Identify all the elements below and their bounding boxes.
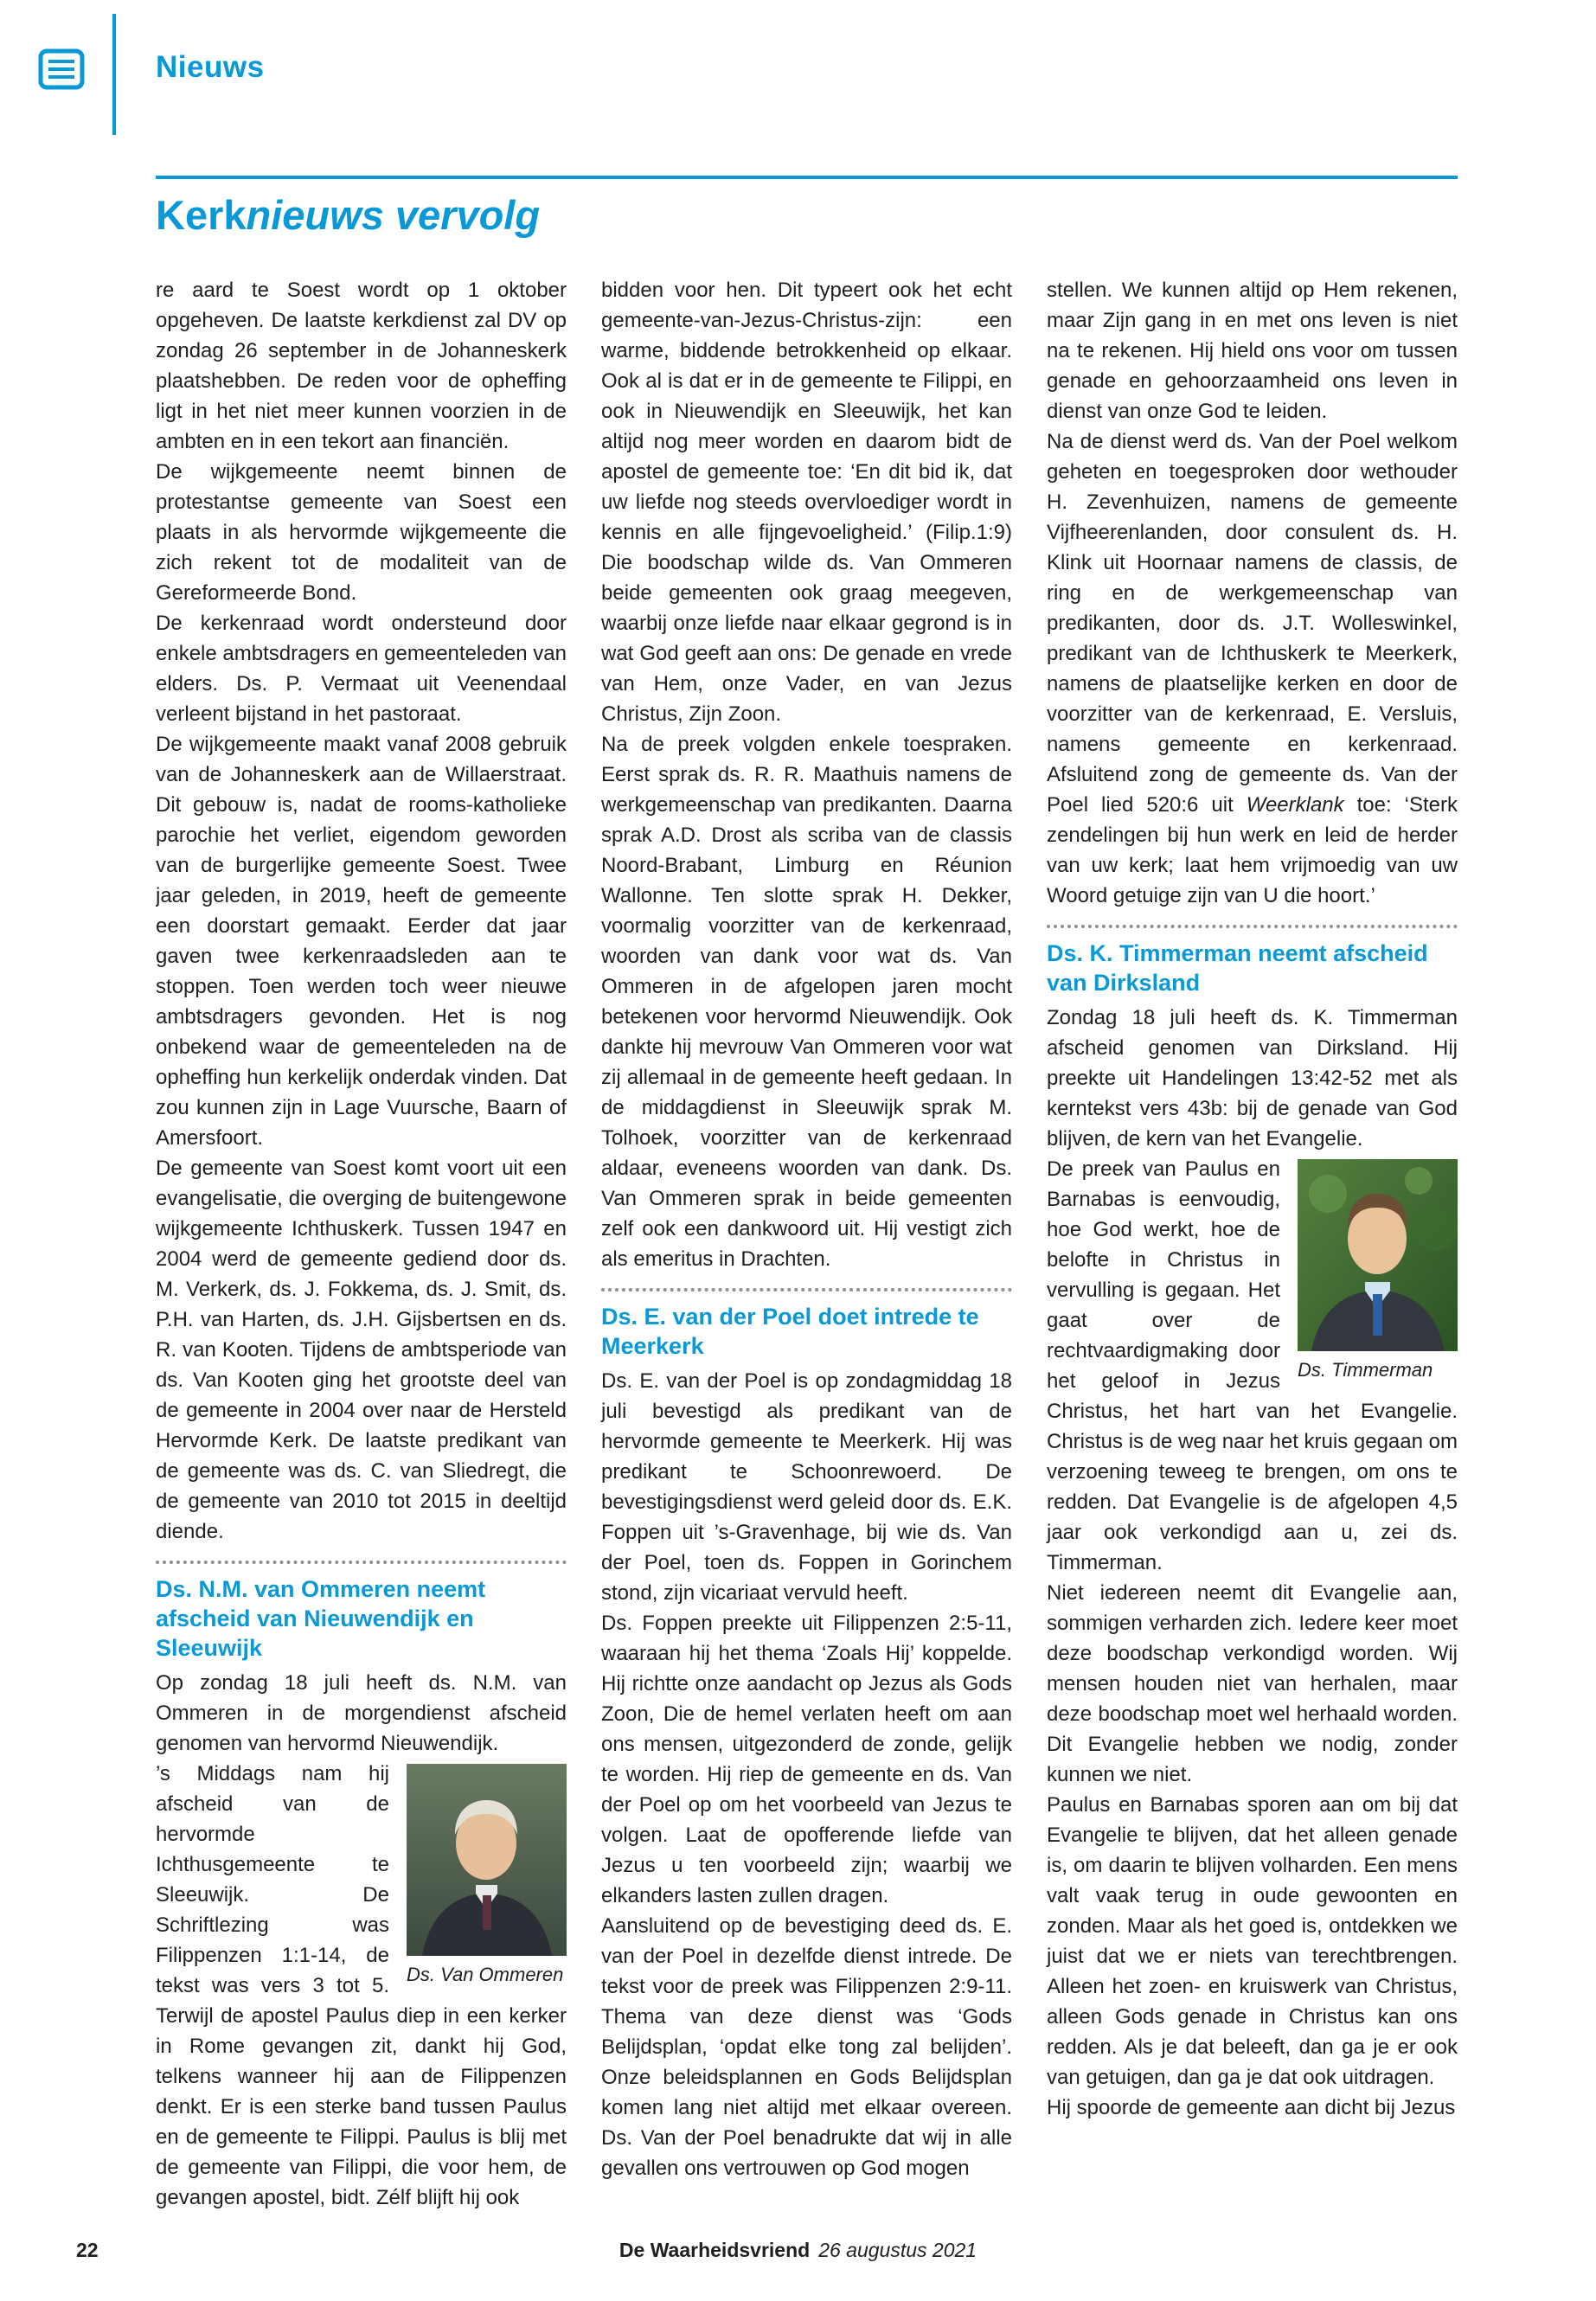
page-number: 22 — [76, 2239, 99, 2261]
paragraph: De kerkenraad wordt ondersteund door enkele ambtsdragers en gemeenteleden van elders. Ds. P. Vermaat uit Veenendaal verleent bijstand in het pastoraat. — [156, 612, 567, 726]
page-footer — [0, 2239, 1596, 2273]
paragraph-text: toe: ‘Sterk zendelingen bij hun werk en leid de herder van uw kerk; laat hem vrijmoedig van uw Woord getuige zijn van U die hoort.’ — [1047, 793, 1458, 907]
photo-caption-timmerman: Ds. Timmerman — [1298, 1359, 1433, 1381]
paragraph: bidden voor hen. Dit typeert ook het echt gemeente-van-Jezus-Christus-zijn: een warme, biddende betrokkenheid op elkaar. Ook al is dat er in de gemeente te Filippi, en ook in Nieuwendijk en Sleeuwijk, het kan altijd nog meer worden en daarom bidt de apostel de gemeente toe: ‘En dit bid ik, dat uw liefde nog steeds overvloediger wordt in kennis en alle fijngevoeligheid.’ (Filip.1:9) Die boodschap wilde ds. Van Ommeren beide gemeenten ook graag meegeven, waarbij onze liefde naar elkaar gegrond is in wat God geeft aan ons: De genade en vrede van Hem, onze Vader, en van Jezus Christus, Zijn Zoon. — [601, 279, 1012, 726]
dotted-divider — [601, 1288, 1012, 1292]
article-heading-van-der-poel: Ds. E. van der Poel doet intrede te Meerkerk — [601, 1304, 979, 1359]
paragraph: Niet iedereen neemt dit Evangelie aan, sommigen verharden zich. Iedere keer moet deze boodschap verkondigd worden. Wij mensen houden niet van herhalen, maar deze boodschap moet wel herhaald worden. Dit Evangelie hebben we nodig, zonder kunnen we niet. — [1047, 1581, 1458, 1786]
article-body — [156, 275, 1458, 2223]
paragraph: Paulus en Barnabas sporen aan om bij dat Evangelie te blijven, dat het alleen genade is, om daarin te blijven volharden. Een mens valt vaak terug in oude gewoonten en zonden. Maar als het goed is, ontdekken we juist dat we er niets van terechtbrengen. Alleen het zoen- en kruiswerk van Christus, alleen Gods genade in Christus kan ons redden. Als je dat beleeft, dan ga je er ook van getuigen, dan ga je dat ook uitdragen. — [1047, 1793, 1458, 2089]
paragraph: ’s Middags nam hij afscheid van de hervormde Ichthusgemeente te Sleeuwijk. De Schriftlezing was Filippenzen 1:1-14, de tekst was vers 3 tot 5. Terwijl de apostel Paulus diep in een kerker in Rome gevangen zit, dankt hij God, telkens wanneer hij aan de Filippenzen denkt. Er is een sterke band tussen Paulus en de gemeente te Filippi. Paulus is blij met de gemeente van Filippi, die voor hem, de gevangen apostel, bidt. Zélf blijft hij ook — [156, 1762, 567, 2209]
paragraph-with-photo — [156, 1759, 567, 2213]
issue-date: 26 augustus 2021 — [818, 2239, 977, 2261]
paragraph: stellen. We kunnen altijd op Hem rekenen, maar Zijn gang in en met ons leven is niet na te rekenen. Hij hield ons voor om tussen genade en gehoorzaamheid ons leven in dienst van onze God te leiden. — [1047, 279, 1458, 423]
article-heading-van-ommeren: Ds. N.M. van Ommeren neemt afscheid van Nieuwendijk en Sleeuwijk — [156, 1576, 486, 1661]
column-3 — [1047, 275, 1458, 2223]
paragraph: De gemeente van Soest komt voort uit een evangelisatie, die overging de buitengewone wijkgemeente Ichthuskerk. Tussen 1947 en 2004 werd de gemeente gediend door ds. M. Verkerk, ds. J. Fokkema, ds. J. Smit, ds. P.H. van Harten, ds. J.H. Gijsbertsen en ds. R. van Kooten. Tijdens de ambtsperiode van ds. Van Kooten ging het grootste deel van de gemeente in 2004 over naar de Hersteld Hervormde Kerk. De laatste predikant van de gemeente was ds. C. van Sliedregt, die de gemeente van 2010 tot 2015 in deeltijd diende. — [156, 1157, 567, 1543]
paragraph: De wijkgemeente neemt binnen de protestantse gemeente van Soest een plaats in als hervormde wijkgemeente die zich rekent tot de modaliteit van de Gereformeerde Bond. — [156, 460, 567, 605]
page-title — [156, 191, 540, 239]
paragraph: De preek van Paulus en Barnabas is eenvoudig, hoe God werkt, hoe de belofte in Christus in vervulling is gegaan. Het gaat over de rechtvaardigmaking door het geloof in Jezus Christus, het hart van het Evangelie. Christus is de weg naar het kruis gegaan om verzoening teweeg te brengen, om ons te redden. Dat Evangelie is de afgelopen 4,5 jaar ook verkondigd aan u, zei ds. Timmerman. — [1047, 1157, 1458, 1574]
paragraph-text: Na de dienst werd ds. Van der Poel welkom geheten en toegesproken door wethouder H. Zevenhuizen, namens de gemeente Vijfheerenlanden, door consulent ds. H. Klink uit Hoornaar namens de classis, de ring en de werkgemeenschap van predikanten, door ds. J.T. Wolleswinkel, predikant van de Ichthuskerk te Meerkerk, namens de plaatselijke kerken en door de voorzitter van de kerkenraad, E. Versluis, namens gemeente en kerkenraad. Afsluitend zong de gemeente ds. Van der Poel lied 520:6 uit — [1047, 430, 1458, 817]
paragraph: re aard te Soest wordt op 1 oktober opgeheven. De laatste kerkdienst zal DV op zondag 26 september in de Johanneskerk plaatshebben. De reden voor de opheffing ligt in het niet meer kunnen voorzien in de ambten en in een tekort aan financiën. — [156, 279, 567, 453]
paragraph: De wijkgemeente maakt vanaf 2008 gebruik van de Johanneskerk aan de Willaerstraat. Dit gebouw is, nadat de rooms-katholieke parochie het verliet, eigendom geworden van de burgerlijke gemeente Soest. Twee jaar geleden, in 2019, heeft de gemeente een doorstart gemaakt. Eerder dat jaar gaven twee kerkenraadsleden aan te stoppen. Toen werden toch weer nieuwe ambtsdragers gevonden. Het is nog onbekend waar de gemeenteleden na de opheffing hun kerkelijk onderdak vinden. Dat zou kunnen zijn in Lage Vuursche, Baarn of Amersfoort. — [156, 733, 567, 1150]
portrait-placeholder-timmerman — [1298, 1159, 1458, 1351]
paragraph: Na de preek volgden enkele toespraken. Eerst sprak ds. R. R. Maathuis namens de werkgemeenschap van predikanten. Daarna sprak A.D. Drost als scriba van de classis Noord-Brabant, Limburg en Réunion Wallonne. Ten slotte sprak H. Dekker, voormalig voorzitter van de kerkenraad, woorden van dank voor wat ds. Van Ommeren in de afgelopen jaren mocht betekenen voor hervormd Nieuwendijk. Ook dankte hij mevrouw Van Ommeren voor wat zij allemaal in de gemeente heeft gedaan. In de middagdienst in Sleeuwijk sprak M. Tolhoek, voorzitter van de kerkenraad aldaar, eveneens woorden van dank. Ds. Van Ommeren sprak in beide gemeenten zelf ook een dankwoord uit. Hij vestigt zich als emeritus in Drachten. — [601, 733, 1012, 1271]
article-heading-timmerman: Ds. K. Timmerman neemt afscheid van Dirksland — [1047, 940, 1428, 996]
page-title-bold: Kerk — [156, 192, 247, 238]
magazine-name: De Waarheidsvriend — [619, 2239, 811, 2261]
column-2 — [601, 275, 1012, 2223]
column-1 — [156, 275, 567, 2223]
title-rule — [156, 176, 1458, 179]
masthead-divider — [112, 14, 116, 135]
photo-timmerman — [1298, 1159, 1458, 1382]
paragraph: Aansluitend op de bevestiging deed ds. E. van der Poel in dezelfde dienst intrede. De tekst voor de preek was Filippenzen 2:9-11. Thema van deze dienst was ‘Gods Belijdsplan, ‘opdat elke tong zal belijden’. Onze beleidsplannen en Gods Belijdsplan komen lang niet altijd met elkaar overeen. Ds. Van der Poel benadrukte dat wij in alle gevallen ons vertrouwen op God mogen — [601, 1914, 1012, 2180]
italic-word: Weerklank — [1246, 793, 1344, 817]
paragraph-with-photo — [1047, 1154, 1458, 1578]
footer-center — [0, 2239, 1596, 2262]
section-label: Nieuws — [156, 50, 265, 84]
newspaper-icon — [38, 48, 85, 90]
dotted-divider — [1047, 925, 1458, 928]
paragraph — [1047, 426, 1458, 911]
photo-van-ommeren — [407, 1764, 567, 1987]
photo-caption-van-ommeren: Ds. Van Ommeren — [407, 1964, 564, 1985]
paragraph: Ds. Foppen preekte uit Filippenzen 2:5-11, waaraan hij het thema ‘Zoals Hij’ koppelde. Hij richtte onze aandacht op Jezus als Gods Zoon, Die de hemel verlaten heeft om aan ons mensen, uitgezonderd de zonde, gelijk te worden. Hij riep de gemeente en ds. Van der Poel op om het voorbeeld van Jezus te volgen. Laat de opofferende liefde van Jezus u ten voorbeeld zijn; waarbij we elkanders lasten zullen dragen. — [601, 1612, 1012, 1907]
paragraph: Zondag 18 juli heeft ds. K. Timmerman afscheid genomen van Dirksland. Hij preekte uit Handelingen 13:42-52 met als kerntekst vers 43b: bij de genade van God blijven, de kern van het Evangelie. — [1047, 1006, 1458, 1150]
paragraph: Op zondag 18 juli heeft ds. N.M. van Ommeren in de morgendienst afscheid genomen van hervormd Nieuwendijk. — [156, 1671, 567, 1755]
paragraph: Ds. E. van der Poel is op zondagmiddag 18 juli bevestigd als predikant van de hervormde gemeente te Meerkerk. Hij was predikant te Schoonrewoerd. De bevestigingsdienst werd geleid door ds. E.K. Foppen uit ’s-Gravenhage, bij wie ds. Van der Poel, toen ds. Foppen in Gorinchem stond, zijn vicariaat vervuld heeft. — [601, 1369, 1012, 1605]
portrait-placeholder-van-ommeren — [407, 1764, 567, 1956]
paragraph: Hij spoorde de gemeente aan dicht bij Jezus — [1047, 2096, 1456, 2119]
dotted-divider — [156, 1561, 567, 1564]
page-title-italic: nieuws vervolg — [246, 192, 541, 238]
